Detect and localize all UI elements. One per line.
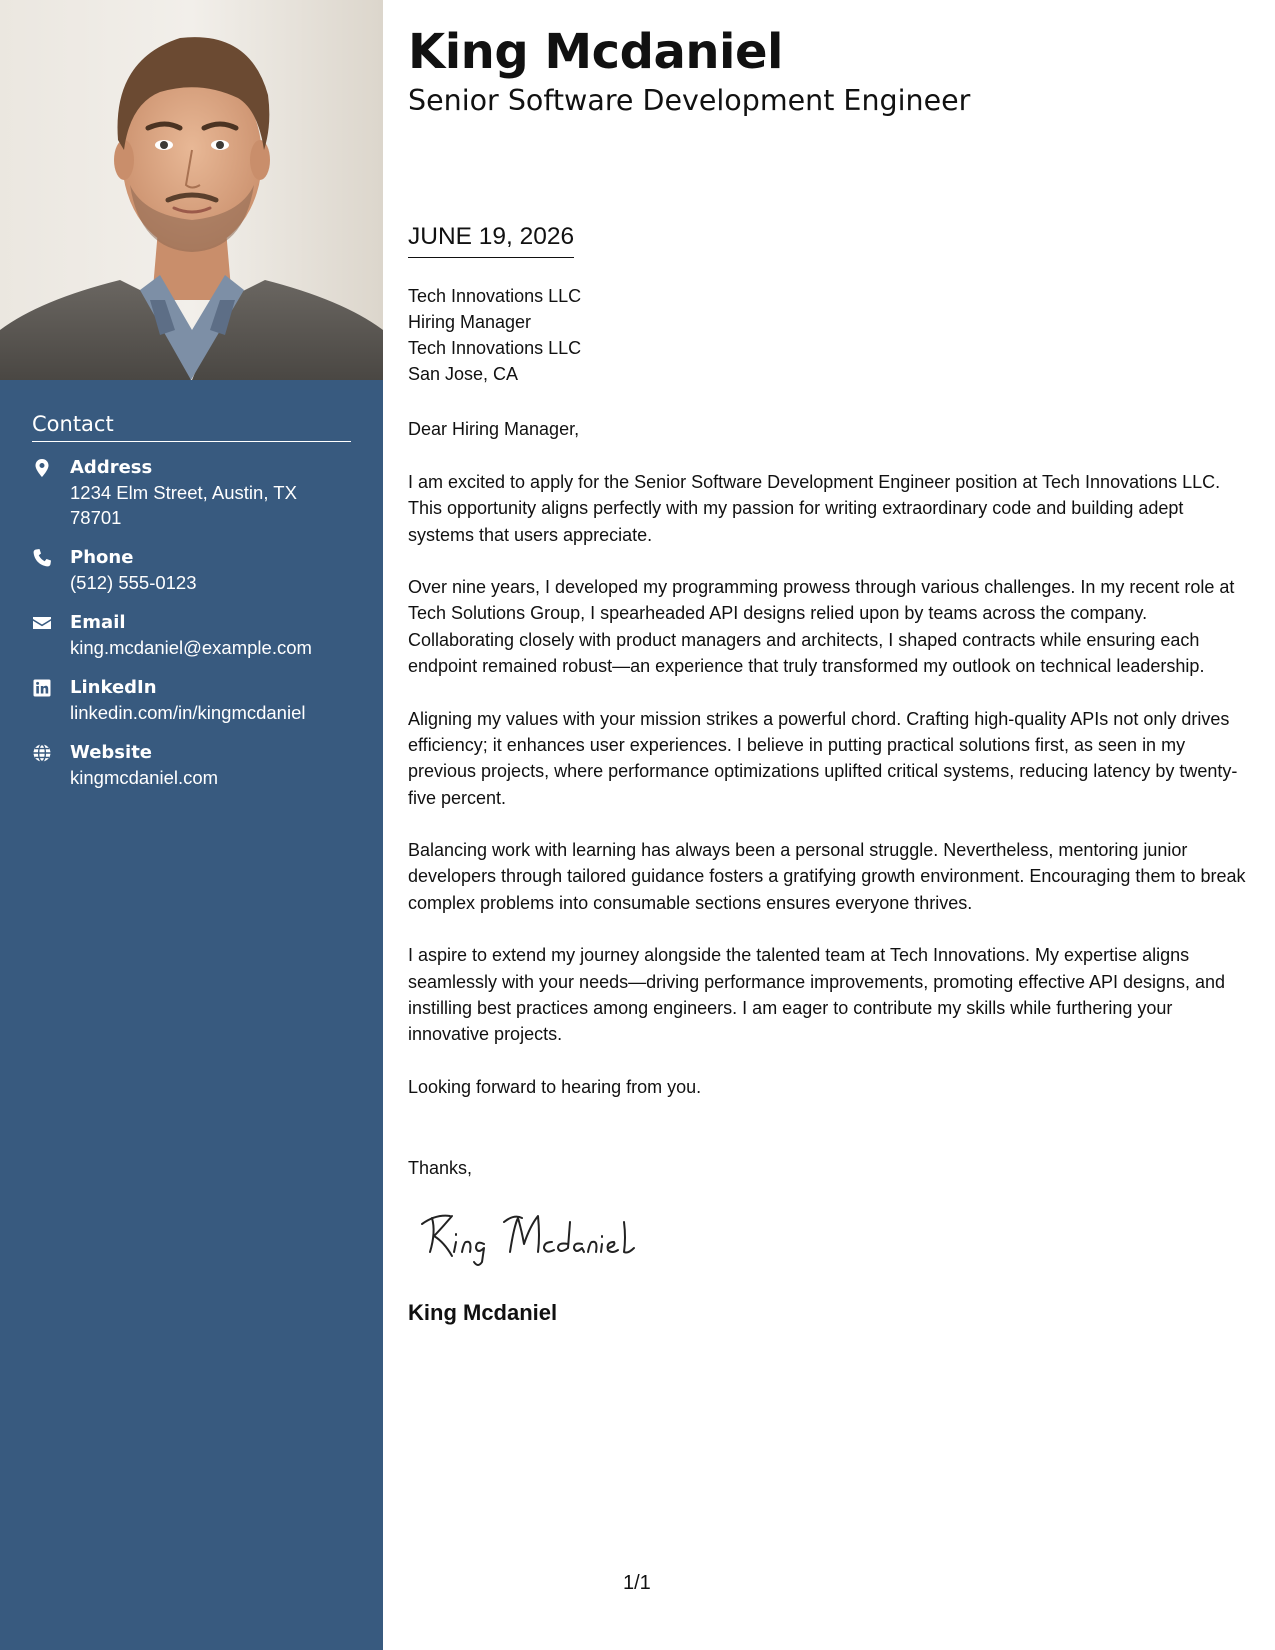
contact-label: LinkedIn bbox=[70, 677, 157, 698]
contact-item-address bbox=[32, 456, 351, 530]
recipient-block bbox=[408, 283, 1254, 387]
contact-label: Phone bbox=[70, 547, 134, 568]
address-value: 1234 Elm Street, Austin, TX 78701 bbox=[70, 482, 297, 528]
recipient-line: San Jose, CA bbox=[408, 364, 519, 384]
greeting: Dear Hiring Manager, bbox=[408, 419, 580, 439]
phone-value[interactable]: (512) 555-0123 bbox=[70, 572, 197, 593]
letter-body bbox=[408, 469, 1254, 1126]
contact-label: Address bbox=[70, 457, 153, 478]
signer-name: King Mcdaniel bbox=[408, 1300, 558, 1325]
body-paragraph: Balancing work with learning has always been a personal struggle. Nevertheless, mentoring junior developers through tailored guidance fosters a gratifying growth environment. Encouraging them to break complex problems into consumable sections ensures everyone thrives. bbox=[408, 840, 1246, 913]
contact-heading: Contact bbox=[32, 412, 351, 442]
contact-section bbox=[32, 412, 351, 806]
body-paragraph: I aspire to extend my journey alongside the talented team at Tech Innovations. My expertise aligns seamlessly with your needs—driving performance improvements, promoting effective API designs, and instilling best practices among engineers. I am eager to contribute my skills while furthering your innovative projects. bbox=[408, 945, 1226, 1045]
body-paragraph: Looking forward to hearing from you. bbox=[408, 1076, 702, 1097]
sidebar bbox=[0, 0, 383, 1650]
envelope-icon bbox=[32, 611, 70, 633]
body-paragraph: Over nine years, I developed my programming prowess through various challenges. In my recent role at Tech Solutions Group, I spearheaded API designs relied upon by teams across the company. Collaborating closely with product managers and architects, I shaped contracts while ensuring each endpoint remained robust—an experience that truly transformed my outlook on technical leadership. bbox=[408, 577, 1235, 677]
contact-label: Website bbox=[70, 742, 153, 763]
email-link[interactable]: king.mcdaniel@example.com bbox=[70, 637, 312, 658]
linkedin-icon bbox=[32, 676, 70, 698]
body-paragraph: I am excited to apply for the Senior Software Development Engineer position at Tech Innovations LLC. This opportunity aligns perfectly with my passion for writing extraordinary code and building adept systems that users appreciate. bbox=[408, 472, 1221, 545]
map-pin-icon bbox=[32, 456, 70, 478]
globe-icon bbox=[32, 741, 70, 763]
linkedin-link[interactable]: linkedin.com/in/kingmcdaniel bbox=[70, 702, 306, 723]
phone-icon bbox=[32, 546, 70, 568]
profile-photo bbox=[0, 0, 383, 380]
contact-label: Email bbox=[70, 612, 126, 633]
contact-item-phone bbox=[32, 546, 351, 595]
contact-item-email bbox=[32, 611, 351, 660]
contact-item-linkedin bbox=[32, 676, 351, 725]
applicant-role: Senior Software Development Engineer bbox=[408, 84, 971, 117]
closing: Thanks, bbox=[408, 1158, 473, 1178]
letter-date: JUNE 19, 2026 bbox=[408, 223, 574, 258]
recipient-line: Tech Innovations LLC bbox=[408, 338, 582, 358]
page-number: 1/1 bbox=[623, 1572, 651, 1594]
recipient-line: Tech Innovations LLC bbox=[408, 286, 582, 306]
handwritten-signature bbox=[418, 1202, 658, 1271]
body-paragraph: Aligning my values with your mission strikes a powerful chord. Crafting high-quality APIs not only drives efficiency; it enhances user experiences. I believe in putting practical solutions first, as seen in my previous projects, where performance optimizations uplifted critical systems, reducing latency by twenty-five percent. bbox=[408, 708, 1238, 808]
recipient-line: Hiring Manager bbox=[408, 312, 532, 332]
applicant-name: King Mcdaniel bbox=[408, 24, 783, 80]
contact-item-website bbox=[32, 741, 351, 790]
website-link[interactable]: kingmcdaniel.com bbox=[70, 767, 219, 788]
